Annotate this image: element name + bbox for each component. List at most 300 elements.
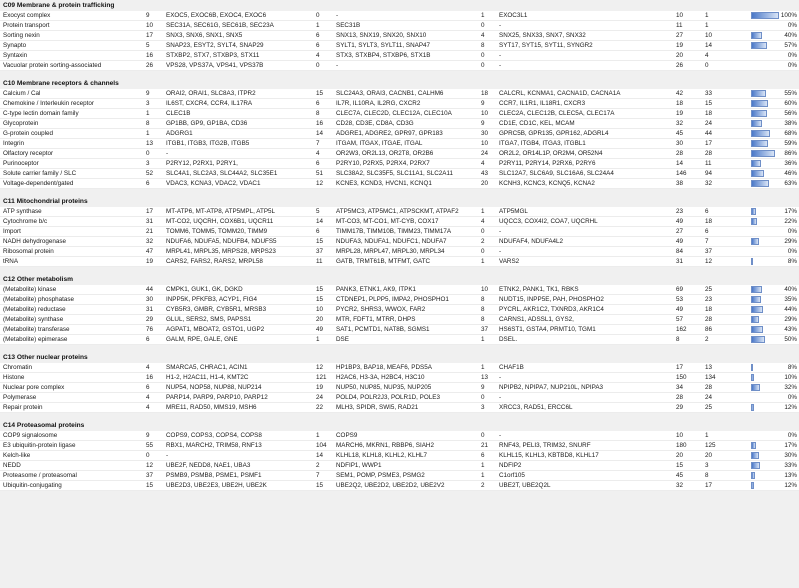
count-1: 3: [146, 100, 150, 107]
count-3: 4: [481, 218, 485, 225]
table-row: [0, 325, 799, 335]
count-1: 6: [146, 384, 150, 391]
percent-label: 35%: [784, 296, 797, 303]
genes-2: HP1BP3, BAP18, MEAF6, PDS5A: [336, 364, 432, 371]
table-row: [0, 89, 799, 99]
known-count: 11: [705, 160, 712, 167]
table-row: [0, 285, 799, 295]
genes-2: ATP5MC3, ATP5MC1, ATPSCKMT, ATPAF2: [336, 208, 459, 215]
genes-2: ITGAM, ITGAX, ITGAE, ITGAL: [336, 140, 423, 147]
known-count: 0: [705, 62, 709, 69]
category-name: (Metabolite) phosphatase: [3, 296, 75, 303]
table-row: [0, 109, 799, 119]
genes-1: SNAP23, ESYT2, SYLT4, SNAP29: [166, 42, 264, 49]
genes-2: KCNE3, KCND3, HVCN1, KCNQ1: [336, 180, 432, 187]
percent-label: 10%: [784, 374, 797, 381]
genes-1: ORAI2, ORAI1, SLC8A3, ITPR2: [166, 90, 256, 97]
percent-label: 12%: [784, 404, 797, 411]
count-2: 6: [316, 160, 320, 167]
percent-label: 17%: [784, 208, 797, 215]
count-2: 12: [316, 180, 324, 187]
count-1: 8: [146, 120, 150, 127]
percent-bar-fill: [751, 208, 756, 215]
count-3: 1: [481, 258, 485, 265]
percent-bar-fill: [751, 120, 762, 127]
known-count: 28: [705, 316, 713, 323]
total-count: 45: [676, 472, 684, 479]
genes-2: DSE: [336, 336, 349, 343]
count-1: 5: [146, 42, 150, 49]
genes-3: NDUFAF4, NDUFA4L2: [499, 238, 564, 245]
percent-label: 44%: [784, 306, 797, 313]
category-name: Calcium / Cal: [3, 90, 41, 97]
genes-1: GP1BB, GP9, GP1BA, CD36: [166, 120, 248, 127]
genes-3: NDFIP2: [499, 462, 522, 469]
category-name: COP9 signalosome: [3, 432, 58, 439]
count-2: 0: [316, 62, 320, 69]
genes-2: NDUFA3, NDUFA1, NDUFC1, NDUFA7: [336, 238, 447, 245]
count-2: 15: [316, 286, 324, 293]
known-count: 44: [705, 130, 713, 137]
count-1: 17: [146, 32, 154, 39]
known-count: 17: [705, 140, 713, 147]
section-title: C11 Mitochondrial proteins: [0, 196, 799, 207]
genes-2: SNX13, SNX19, SNX20, SNX10: [336, 32, 427, 39]
category-name: Histone: [3, 374, 25, 381]
count-2: 8: [316, 110, 320, 117]
genes-1: SMARCA5, CHRAC1, ACIN1: [166, 364, 248, 371]
table-row: [0, 451, 799, 461]
count-1: 4: [146, 394, 150, 401]
table-row: [0, 169, 799, 179]
percent-label: 86%: [784, 150, 797, 157]
percent-label: 0%: [787, 52, 797, 59]
genes-1: RBX1, MARCH2, TRIM58, RNF13: [166, 442, 262, 449]
percent-bar-fill: [751, 238, 759, 245]
count-2: 11: [316, 258, 323, 265]
total-count: 11: [676, 22, 683, 29]
category-name: Olfactory receptor: [3, 150, 54, 157]
count-3: 10: [481, 286, 489, 293]
percent-bar-fill: [751, 140, 768, 147]
known-count: 8: [705, 472, 709, 479]
genes-1: ADGRG1: [166, 130, 193, 137]
genes-3: C1orf105: [499, 472, 525, 479]
count-3: 1: [481, 364, 485, 371]
percent-label: 0%: [787, 432, 797, 439]
total-count: 69: [676, 286, 684, 293]
count-1: 15: [146, 482, 154, 489]
count-3: 1: [481, 336, 485, 343]
genes-2: MT-CO3, MT-CO1, MT-CYB, COX17: [336, 218, 439, 225]
genes-2: SLC24A3, ORAI3, CACNB1, CALHM6: [336, 90, 444, 97]
percent-label: 40%: [784, 286, 797, 293]
percent-label: 29%: [784, 238, 797, 245]
count-1: 12: [146, 462, 154, 469]
count-3: 30: [481, 130, 489, 137]
percent-bar-fill: [751, 32, 762, 39]
total-count: 29: [676, 404, 684, 411]
genes-1: PSMB9, PSMB8, PSME1, PSMF1: [166, 472, 262, 479]
genes-3: -: [499, 62, 502, 69]
percent-label: 100%: [780, 12, 797, 19]
count-1: 31: [146, 218, 154, 225]
genes-3: CARNS1, ADSSL1, GYS2,: [499, 316, 574, 323]
genes-3: KLHL15, KLHL3, KBTBD8, KLHL17: [499, 452, 599, 459]
count-1: 16: [146, 374, 154, 381]
genes-2: ADGRE1, ADGRE2, GPR97, GPR183: [336, 130, 443, 137]
genes-1: MRE11, RAD50, MMS19, MSH6: [166, 404, 257, 411]
total-count: 49: [676, 218, 684, 225]
count-3: 1: [481, 472, 485, 479]
table-row: [0, 383, 799, 393]
count-1: 52: [146, 170, 154, 177]
genes-2: -: [336, 12, 339, 19]
count-3: 20: [481, 180, 489, 187]
genes-3: UBE2T, UBE2Q2L: [499, 482, 551, 489]
category-name: (Metabolite) kinase: [3, 286, 57, 293]
genes-1: AGPAT1, MBOAT2, GSTO1, UGP2: [166, 326, 265, 333]
total-count: 28: [676, 150, 684, 157]
genes-2: SEC31B: [336, 22, 361, 29]
known-count: 94: [705, 170, 713, 177]
genes-1: IL6ST, CXCR4, CCR4, IL17RA: [166, 100, 253, 107]
genes-2: TIMM17B, TIMM10B, TIMM23, TIMM17A: [336, 228, 452, 235]
genes-1: CLEC1B: [166, 110, 191, 117]
category-name: Polymerase: [3, 394, 37, 401]
known-count: 17: [705, 482, 713, 489]
table-row: [0, 257, 799, 267]
category-name: Synapto: [3, 42, 27, 49]
count-3: 13: [481, 374, 489, 381]
percent-label: 38%: [784, 120, 797, 127]
category-name: Chemokine / Interleukin receptor: [3, 100, 95, 107]
known-count: 28: [705, 384, 713, 391]
total-count: 57: [676, 316, 684, 323]
count-2: 14: [316, 130, 324, 137]
category-name: Protein transport: [3, 22, 50, 29]
count-1: 4: [146, 364, 150, 371]
percent-bar-fill: [751, 170, 764, 177]
genes-3: NPIPB2, NPIPA7, NUP210L, NPIPA3: [499, 384, 604, 391]
count-3: 10: [481, 110, 489, 117]
count-3: 18: [481, 90, 489, 97]
count-1: 13: [146, 140, 154, 147]
known-count: 18: [705, 218, 713, 225]
count-1: 47: [146, 248, 154, 255]
genes-1: -: [166, 452, 169, 459]
table-row: [0, 149, 799, 159]
table-row: [0, 227, 799, 237]
genes-3: SLC12A7, SLC6A9, SLC16A6, SLC24A4: [499, 170, 614, 177]
table-row: [0, 159, 799, 169]
genes-2: COPS9: [336, 432, 358, 439]
category-name: Repair protein: [3, 404, 43, 411]
section-gap: [0, 71, 799, 78]
percent-bar-fill: [751, 42, 767, 49]
count-3: 8: [481, 296, 485, 303]
table-row: [0, 363, 799, 373]
known-count: 86: [705, 326, 713, 333]
percent-bar-fill: [751, 110, 767, 117]
count-2: 104: [316, 442, 327, 449]
count-2: 15: [316, 482, 324, 489]
genes-3: CD1E, CD1C, KEL, MCAM: [499, 120, 575, 127]
table-row: [0, 61, 799, 71]
section-gap: [0, 189, 799, 196]
count-1: 0: [146, 150, 150, 157]
count-3: 37: [481, 326, 489, 333]
known-count: 25: [705, 404, 713, 411]
known-count: 6: [705, 208, 709, 215]
section-gap: [0, 413, 799, 420]
genes-2: IL7R, IL10RA, IL2RG, CXCR2: [336, 100, 421, 107]
count-3: 0: [481, 228, 485, 235]
genes-1: MT-CO2, UQCRH, COX6B1, UQCR11: [166, 218, 274, 225]
total-count: 84: [676, 248, 684, 255]
count-2: 6: [316, 32, 320, 39]
count-1: 32: [146, 238, 154, 245]
genes-3: SNX25, SNX33, SNX7, SNX32: [499, 32, 586, 39]
genes-1: SNX3, SNX6, SNX1, SNX5: [166, 32, 243, 39]
section: [0, 274, 799, 352]
known-count: 134: [705, 374, 716, 381]
section-gap: [0, 345, 799, 352]
genes-3: HS6ST1, GSTA4, PRMT10, TGM1: [499, 326, 596, 333]
table-row: [0, 481, 799, 491]
genes-1: MRPL41, MRPL35, MRPS28, MRPS23: [166, 248, 276, 255]
count-3: 9: [481, 384, 485, 391]
percent-label: 55%: [784, 90, 797, 97]
percent-label: 59%: [784, 140, 797, 147]
percent-label: 60%: [784, 100, 797, 107]
genes-3: CALCRL, KCNMA1, CACNA1D, CACNA1A: [499, 90, 621, 97]
count-1: 4: [146, 404, 150, 411]
total-count: 30: [676, 140, 684, 147]
count-3: 0: [481, 22, 485, 29]
genes-3: ATP5MGL: [499, 208, 528, 215]
percent-label: 8%: [787, 258, 797, 265]
total-count: 28: [676, 394, 684, 401]
genes-3: DSEL.: [499, 336, 518, 343]
known-count: 25: [705, 286, 713, 293]
genes-1: GALM, RPE, GALE, GNE: [166, 336, 238, 343]
total-count: 45: [676, 130, 684, 137]
known-count: 24: [705, 120, 713, 127]
genes-1: STXBP2, STX7, STXBP3, STX11: [166, 52, 260, 59]
genes-3: -: [499, 248, 502, 255]
percent-label: 0%: [787, 228, 797, 235]
total-count: 27: [676, 32, 684, 39]
total-count: 49: [676, 238, 684, 245]
genes-3: XRCC3, RAD51, ERCC6L: [499, 404, 573, 411]
count-2: 121: [316, 374, 327, 381]
genes-3: NUDT15, INPP5E, PAH, PHOSPHO2: [499, 296, 604, 303]
count-2: 12: [316, 364, 324, 371]
percent-label: 0%: [787, 394, 797, 401]
count-3: 2: [481, 482, 485, 489]
count-2: 1: [316, 432, 320, 439]
count-3: 3: [481, 404, 485, 411]
category-name: Chromatin: [3, 364, 33, 371]
genes-3: -: [499, 22, 502, 29]
total-count: 14: [676, 160, 684, 167]
total-count: 19: [676, 42, 684, 49]
known-count: 13: [705, 364, 713, 371]
genes-1: ITGB1, ITGB3, ITG2B, ITGB5: [166, 140, 250, 147]
total-count: 20: [676, 52, 684, 59]
table-row: [0, 31, 799, 41]
count-3: 8: [481, 306, 485, 313]
count-2: 15: [316, 296, 324, 303]
count-2: 51: [316, 170, 324, 177]
genes-1: VDAC3, KCNA3, VDAC2, VDAC1: [166, 180, 261, 187]
count-1: 16: [146, 52, 154, 59]
genes-1: CARS2, FARS2, RARS2, MRPL58: [166, 258, 263, 265]
table-row: [0, 217, 799, 227]
known-count: 37: [705, 248, 713, 255]
genes-1: UBE2D3, UBE2E3, UBE2H, UBE2K: [166, 482, 267, 489]
count-1: 3: [146, 160, 150, 167]
section-title: C09 Membrane & protein trafficking: [0, 0, 799, 11]
total-count: 15: [676, 462, 684, 469]
genes-2: MRPL28, MRPL47, MRPL30, MRPL34: [336, 248, 445, 255]
total-count: 32: [676, 482, 684, 489]
total-count: 42: [676, 90, 684, 97]
percent-bar-fill: [751, 150, 775, 157]
genes-3: ETNK2, PANK1, TK1, RBKS: [499, 286, 579, 293]
category-name: (Metabolite) epimerase: [3, 336, 68, 343]
genes-3: ITGA7, ITGB4, ITGA3, ITGBL1: [499, 140, 586, 147]
total-count: 20: [676, 452, 684, 459]
table-row: [0, 373, 799, 383]
percent-bar-fill: [751, 482, 754, 489]
count-2: 22: [316, 404, 324, 411]
genes-2: MARCH6, MKRN1, RBBP6, SIAH2: [336, 442, 434, 449]
table-row: [0, 21, 799, 31]
table-row: [0, 335, 799, 345]
percent-label: 12%: [784, 482, 797, 489]
genes-2: -: [336, 62, 339, 69]
percent-label: 29%: [784, 316, 797, 323]
percent-bar-fill: [751, 180, 769, 187]
percent-label: 13%: [784, 472, 797, 479]
category-name: tRNA: [3, 258, 19, 265]
count-1: 1: [146, 110, 150, 117]
percent-bar-fill: [751, 160, 761, 167]
genes-1: INPP5K, PFKFB3, ACYP1, FIG4: [166, 296, 257, 303]
percent-label: 57%: [784, 42, 797, 49]
total-count: 27: [676, 228, 684, 235]
genes-2: MLH3, SPIDR, SWI5, RAD21: [336, 404, 419, 411]
table-row: [0, 119, 799, 129]
count-1: 44: [146, 286, 154, 293]
category-name: Exocyst complex: [3, 12, 51, 19]
percent-bar-fill: [751, 364, 753, 371]
known-count: 33: [705, 90, 713, 97]
genes-2: NDFIP1, WWP1: [336, 462, 382, 469]
total-count: 38: [676, 180, 684, 187]
count-2: 2: [316, 462, 320, 469]
percent-label: 63%: [784, 180, 797, 187]
genes-2: CLEC7A, CLEC2D, CLEC12A, CLEC10A: [336, 110, 452, 117]
count-1: 30: [146, 296, 154, 303]
known-count: 28: [705, 150, 713, 157]
category-name: (Metabolite) synthase: [3, 316, 64, 323]
count-2: 37: [316, 248, 324, 255]
count-1: 1: [146, 130, 150, 137]
percent-bar-fill: [751, 336, 765, 343]
count-2: 15: [316, 238, 324, 245]
genes-3: KCNH3, KCNC3, KCNQ5, KCNA2: [499, 180, 595, 187]
category-name: Sorting nexin: [3, 32, 40, 39]
category-name: NADH dehydrogenase: [3, 238, 67, 245]
count-3: 0: [481, 394, 485, 401]
count-2: 49: [316, 326, 324, 333]
genes-3: -: [499, 432, 502, 439]
count-3: 21: [481, 442, 489, 449]
table-row: [0, 471, 799, 481]
table-row: [0, 305, 799, 315]
percent-bar-fill: [751, 462, 760, 469]
known-count: 10: [705, 32, 713, 39]
section: [0, 78, 799, 196]
total-count: 26: [676, 62, 684, 69]
section-title: C13 Other nuclear proteins: [0, 352, 799, 363]
category-name: Syntaxin: [3, 52, 28, 59]
percent-bar-fill: [751, 404, 754, 411]
percent-bar-fill: [751, 100, 768, 107]
table-row: [0, 441, 799, 451]
known-count: 24: [705, 394, 713, 401]
percent-label: 30%: [784, 452, 797, 459]
percent-bar-fill: [751, 306, 763, 313]
total-count: 180: [676, 442, 687, 449]
known-count: 2: [705, 336, 709, 343]
count-1: 21: [146, 228, 154, 235]
count-3: 4: [481, 160, 485, 167]
percent-bar-fill: [751, 90, 766, 97]
count-2: 19: [316, 384, 324, 391]
count-1: 19: [146, 258, 154, 265]
category-name: (Metabolite) reductase: [3, 306, 66, 313]
category-name: C-type lectin domain family: [3, 110, 79, 117]
count-3: 6: [481, 452, 485, 459]
known-count: 12: [705, 258, 713, 265]
count-3: 1: [481, 208, 485, 215]
count-2: 16: [316, 120, 324, 127]
percent-bar-fill: [751, 384, 760, 391]
table-row: [0, 461, 799, 471]
table-row: [0, 207, 799, 217]
genes-3: P2RY11, P2RY14, P2RX6, P2RY6: [499, 160, 596, 167]
category-name: Ribosomal protein: [3, 248, 54, 255]
category-name: Integrin: [3, 140, 25, 147]
total-count: 23: [676, 208, 684, 215]
percent-label: 17%: [784, 442, 797, 449]
count-3: 8: [481, 316, 485, 323]
genes-2: SAT1, PCMTD1, NAT8B, SGMS1: [336, 326, 430, 333]
total-count: 146: [676, 170, 687, 177]
known-count: 18: [705, 306, 713, 313]
count-2: 1: [316, 336, 320, 343]
category-name: (Metabolite) transferase: [3, 326, 70, 333]
count-3: 1: [481, 12, 485, 19]
genes-3: EXOC3L1: [499, 12, 528, 19]
total-count: 10: [676, 432, 684, 439]
count-1: 29: [146, 316, 154, 323]
section-title: C10 Membrane receptors & channels: [0, 78, 799, 89]
